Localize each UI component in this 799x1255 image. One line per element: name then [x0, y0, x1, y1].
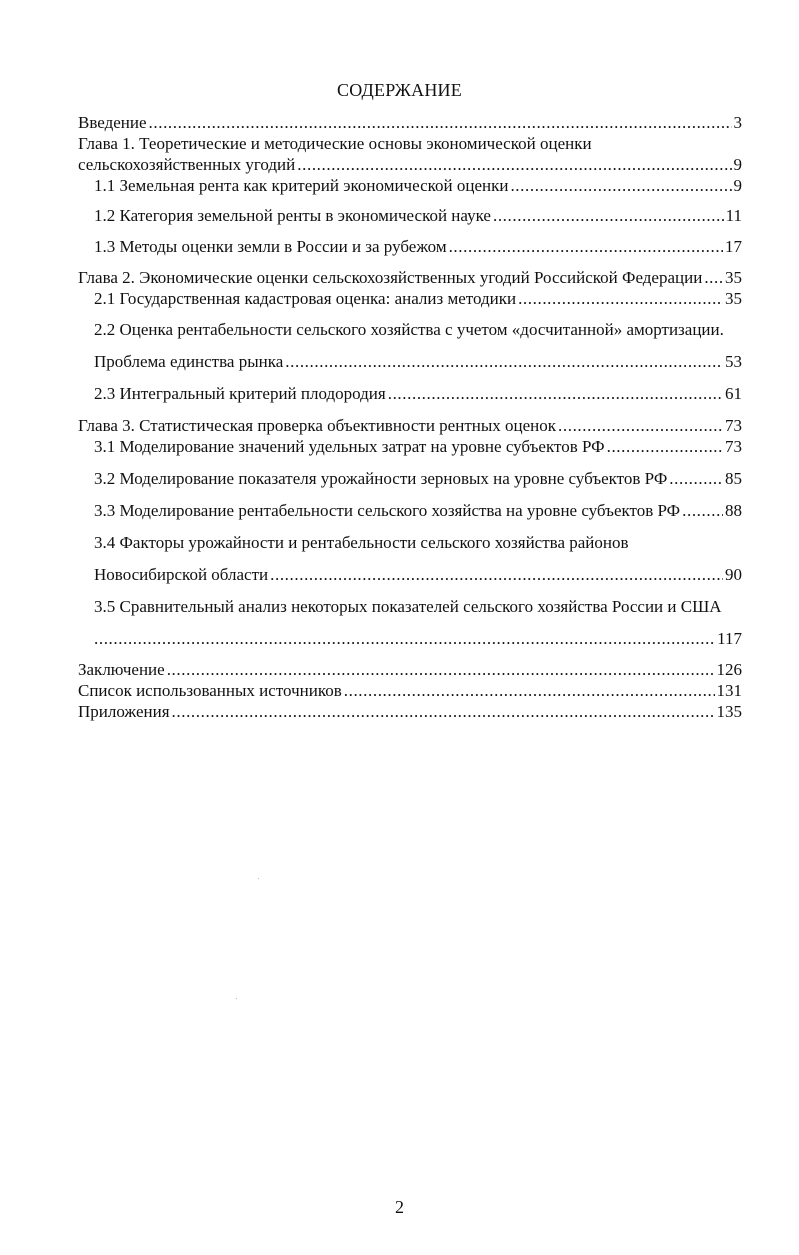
toc-entry-page: 131 — [716, 681, 742, 700]
toc-entry-page: 9 — [733, 176, 742, 195]
toc-leader-dots — [270, 564, 723, 585]
toc-entry-text: 3.2 Моделирование показателя урожайности зерновых на уровне субъектов РФ — [94, 469, 668, 488]
toc-section-3-1 — [78, 436, 742, 457]
toc-entry-page: 90 — [725, 565, 742, 584]
toc-section-3-5 — [78, 628, 742, 649]
toc-entry-page: 135 — [716, 702, 742, 721]
toc-entry-text: 3.3 Моделирование рентабельности сельского хозяйства на уровне субъектов РФ — [94, 501, 681, 520]
toc-section-2-3 — [78, 383, 742, 404]
toc-leader-dots — [510, 175, 731, 196]
toc-entry-page: 85 — [725, 469, 742, 488]
toc-section-2-2 — [78, 351, 742, 372]
toc-chapter-1-line1: Глава 1. Теоретические и методические основы экономической оценки — [78, 134, 592, 153]
toc-entry-text: 2.3 Интегральный критерий плодородия — [94, 384, 386, 403]
toc-entry-page: 53 — [725, 352, 742, 371]
toc-section-1-3 — [78, 236, 742, 257]
toc-leader-dots — [297, 154, 731, 175]
toc-leader-dots — [388, 383, 723, 404]
toc-leader-dots — [558, 415, 723, 436]
toc-leader-dots — [149, 112, 732, 133]
toc-entry-page: 73 — [725, 416, 742, 435]
toc-entry-text: 1.1 Земельная рента как критерий экономической оценки — [94, 176, 509, 195]
toc-leader-dots — [607, 436, 723, 457]
toc-section-3-5-line1: 3.5 Сравнительный анализ некоторых показателей сельского хозяйства России и США — [94, 597, 722, 616]
toc-entry-text: Новосибирской области — [94, 565, 269, 584]
scan-speck — [258, 878, 259, 879]
toc-leader-dots — [167, 659, 715, 680]
toc-entry-text: 1.3 Методы оценки земли в России и за рубежом — [94, 237, 447, 256]
toc-section-3-2 — [78, 468, 742, 489]
toc-leader-dots — [94, 628, 715, 649]
toc-leader-dots — [285, 351, 723, 372]
toc-section-3-3 — [78, 500, 742, 521]
table-of-contents — [78, 112, 742, 722]
toc-entry-text: сельскохозяйственных угодий — [78, 155, 296, 174]
toc-section-1-1 — [78, 175, 742, 196]
scan-speck — [236, 998, 237, 999]
toc-entry-text: 2.1 Государственная кадастровая оценка: анализ методики — [94, 289, 517, 308]
toc-section-2-2-line1: 2.2 Оценка рентабельности сельского хозяйства с учетом «досчитанной» амортизации. — [94, 320, 724, 339]
toc-entry-page: 11 — [725, 206, 742, 225]
toc-entry-text: Введение — [78, 113, 147, 132]
toc-chapter-3 — [78, 415, 742, 436]
toc-section-2-1 — [78, 288, 742, 309]
toc-entry-text: Список использованных источников — [78, 681, 342, 700]
toc-entry-text: 1.2 Категория земельной ренты в экономической науке — [94, 206, 491, 225]
toc-leader-dots — [493, 205, 724, 226]
toc-entry-page: 117 — [717, 629, 742, 648]
toc-section-3-4 — [78, 564, 742, 585]
toc-entry-page: 61 — [725, 384, 742, 403]
toc-entry-page: 73 — [725, 437, 742, 456]
toc-entry-text: Заключение — [78, 660, 165, 679]
toc-entry-sources — [78, 680, 742, 701]
toc-entry-page: 3 — [733, 113, 742, 132]
toc-leader-dots — [172, 701, 715, 722]
toc-section-3-4-line1: 3.4 Факторы урожайности и рентабельности сельского хозяйства районов — [94, 533, 629, 552]
toc-entry-appendix — [78, 701, 742, 722]
page-number: 2 — [395, 1197, 404, 1217]
toc-entry-page: 126 — [716, 660, 742, 679]
toc-leader-dots — [704, 267, 723, 288]
toc-entry-text: 3.1 Моделирование значений удельных затрат на уровне субъектов РФ — [94, 437, 605, 456]
toc-chapter-2 — [78, 267, 742, 288]
page-title: СОДЕРЖАНИЕ — [337, 80, 462, 100]
toc-section-1-2 — [78, 205, 742, 226]
toc-entry-page: 17 — [725, 237, 742, 256]
toc-entry-text: Глава 2. Экономические оценки сельскохозяйственных угодий Российской Федерации — [78, 268, 703, 287]
toc-entry-text: Приложения — [78, 702, 170, 721]
toc-leader-dots — [669, 468, 723, 489]
toc-leader-dots — [344, 680, 715, 701]
toc-entry-page: 88 — [725, 501, 742, 520]
toc-entry-text: Глава 3. Статистическая проверка объективности рентных оценок — [78, 416, 557, 435]
toc-entry-page: 9 — [733, 155, 742, 174]
toc-leader-dots — [449, 236, 723, 257]
toc-entry-text: Проблема единства рынка — [94, 352, 284, 371]
toc-leader-dots — [682, 500, 723, 521]
toc-entry-page: 35 — [725, 268, 742, 287]
toc-entry-conclusion — [78, 659, 742, 680]
toc-leader-dots — [518, 288, 723, 309]
toc-entry-page: 35 — [725, 289, 742, 308]
toc-chapter-1 — [78, 154, 742, 175]
toc-entry-intro — [78, 112, 742, 133]
